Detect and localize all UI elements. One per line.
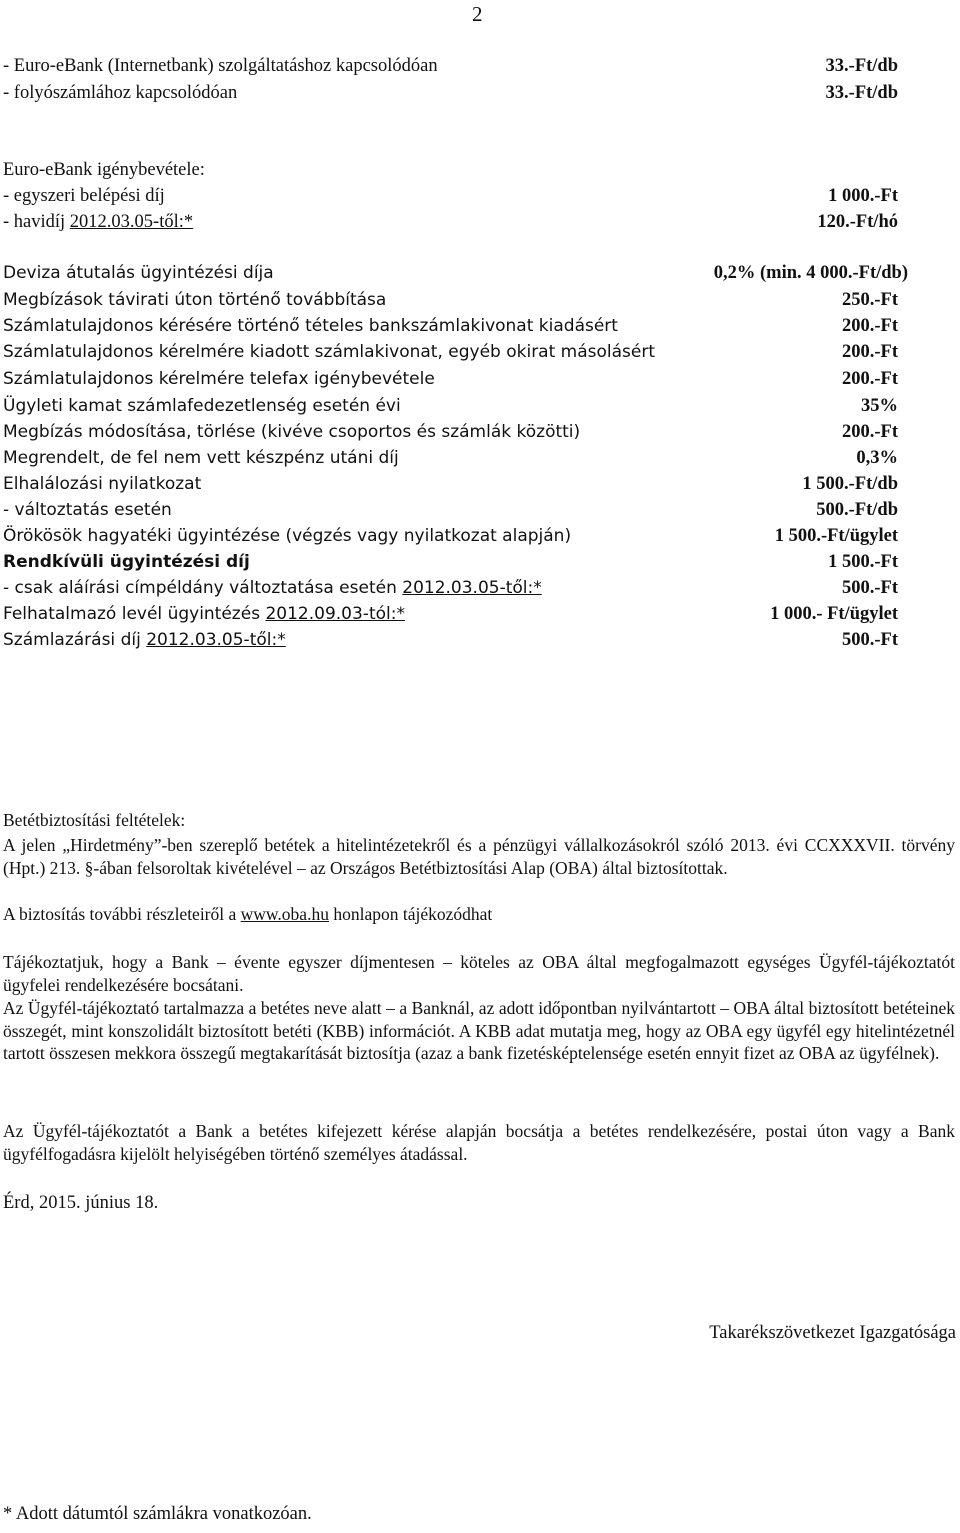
deposit-paragraph-1: A jelen „Hirdetmény”-ben szereplő betétek a hitelintézetekről és a pénzügyi vállalkozásokról szóló 2013. évi CCXXXVII. törvény (Hpt.) 213. §-ában felsoroltak kivételével – az Országos Betétbiztosítási Alap (OBA) által biztosítottak. bbox=[3, 835, 955, 878]
fee-label: Elhalálozási nyilatkozat bbox=[3, 474, 202, 494]
fee-label: Megbízás módosítása, törlése (kivéve csoportos és számlák közötti) bbox=[3, 422, 581, 442]
fee-value: 33.-Ft/db bbox=[825, 83, 898, 103]
fee-value: 200.-Ft bbox=[842, 342, 898, 362]
fee-label: Számlatulajdonos kérelmére telefax igénybevétele bbox=[3, 369, 435, 389]
fee-row-inheritance bbox=[3, 526, 898, 552]
fee-value: 0,2% (min. 4 000.-Ft/db) bbox=[713, 263, 908, 283]
fee-label: Megrendelt, de fel nem vett készpénz utáni díj bbox=[3, 448, 399, 468]
fee-label-prefix: Számlazárási díj bbox=[3, 630, 147, 650]
fee-label: - változtatás esetén bbox=[3, 500, 172, 520]
fee-row-itemized-statement bbox=[3, 316, 898, 342]
fee-value: 500.-Ft bbox=[842, 578, 898, 598]
page-number: 2 bbox=[472, 2, 483, 26]
fee-value: 1 000.- Ft/ügylet bbox=[770, 604, 898, 624]
fee-value: 1 000.-Ft bbox=[828, 186, 898, 206]
fee-label bbox=[3, 604, 405, 624]
deposit-info-suffix: honlapon tájékozódhat bbox=[328, 904, 493, 924]
deposit-paragraph-2: Tájékoztatjuk, hogy a Bank – évente egyszer díjmentesen – köteles az OBA által megfogalmazott egységes Ügyfél-tájékoztatót ügyfelei rendelkezésére bocsátani. bbox=[3, 952, 955, 995]
fee-row-signature-change bbox=[3, 578, 898, 604]
fee-label: - egyszeri belépési díj bbox=[3, 186, 165, 206]
fee-value: 1 500.-Ft bbox=[828, 552, 898, 572]
fee-value: 33.-Ft/db bbox=[825, 56, 898, 76]
fee-value: 0,3% bbox=[856, 448, 898, 468]
ebank-heading-text: Euro-eBank igénybevétele: bbox=[3, 160, 205, 180]
place-date: Érd, 2015. június 18. bbox=[3, 1193, 159, 1213]
deposit-heading: Betétbiztosítási feltételek: bbox=[3, 810, 186, 830]
fee-value: 200.-Ft bbox=[842, 369, 898, 389]
effective-date-link: 2012.03.05-től:* bbox=[402, 578, 542, 598]
fee-label bbox=[3, 212, 193, 233]
fee-value: 1 500.-Ft/ügylet bbox=[774, 526, 898, 546]
fee-row-account-related bbox=[3, 83, 898, 109]
fee-value: 500.-Ft/db bbox=[816, 500, 898, 520]
fee-label: Számlatulajdonos kérelmére kiadott számlakivonat, egyéb okirat másolásért bbox=[3, 342, 656, 362]
footnote: * Adott dátumtól számlákra vonatkozóan. bbox=[3, 1504, 312, 1524]
fee-label-prefix: - csak aláírási címpéldány változtatása esetén bbox=[3, 578, 403, 598]
fee-row-order-modification bbox=[3, 422, 898, 448]
fee-row-entry-fee bbox=[3, 186, 898, 212]
deposit-info-prefix: A biztosítás további részleteiről a bbox=[3, 904, 241, 924]
fee-label: Ügyleti kamat számlafedezetlenség esetén évi bbox=[3, 396, 401, 416]
fee-label: - folyószámlához kapcsolódóan bbox=[3, 83, 238, 103]
fee-row-change bbox=[3, 500, 898, 526]
fee-value: 200.-Ft bbox=[842, 316, 898, 336]
fee-label: Számlatulajdonos kérésére történő tételes bankszámlakivonat kiadásért bbox=[3, 316, 618, 336]
fee-value: 120.-Ft/hó bbox=[817, 212, 898, 232]
fee-value: 500.-Ft bbox=[842, 630, 898, 650]
fee-row-monthly-fee bbox=[3, 212, 898, 238]
fee-label bbox=[3, 630, 286, 650]
fee-row-death-declaration bbox=[3, 474, 898, 500]
fee-value: 200.-Ft bbox=[842, 422, 898, 442]
fee-row-extraordinary bbox=[3, 552, 898, 578]
fee-label: - Euro-eBank (Internetbank) szolgáltatáshoz kapcsolódóan bbox=[3, 56, 438, 76]
fee-label: Rendkívüli ügyintézési díj bbox=[3, 552, 250, 572]
fee-label: Deviza átutalás ügyintézési díja bbox=[3, 263, 274, 283]
fee-row-authorization-letter bbox=[3, 604, 898, 630]
effective-date-link: 2012.09.03-tól:* bbox=[265, 604, 405, 624]
fee-label: Megbízások távirati úton történő továbbítása bbox=[3, 290, 387, 310]
fee-value: 35% bbox=[861, 396, 898, 416]
oba-link[interactable]: www.oba.hu bbox=[240, 904, 329, 924]
fee-label bbox=[3, 578, 542, 598]
fee-row-ebank-related bbox=[3, 56, 898, 82]
fee-row-fx-transfer bbox=[3, 263, 908, 289]
fee-label: Örökösök hagyatéki ügyintézése (végzés vagy nyilatkozat alapján) bbox=[3, 526, 572, 546]
fee-label-prefix: - havidíj bbox=[3, 212, 70, 232]
fee-value: 1 500.-Ft/db bbox=[802, 474, 898, 494]
effective-date-link: 2012.03.05-től:* bbox=[146, 630, 286, 650]
effective-date-link: 2012.03.05-től:* bbox=[69, 212, 194, 232]
signature: Takarékszövetkezet Igazgatósága bbox=[709, 1323, 956, 1343]
fee-row-telefax bbox=[3, 369, 898, 395]
ebank-heading bbox=[3, 160, 898, 186]
deposit-paragraph-4: Az Ügyfél-tájékoztatót a Bank a betétes kifejezett kérése alapján bocsátja a betétes rendelkezésére, postai úton vagy a Bank ügyfélfogadásra kijelölt helyiségében történő személyes átadással. bbox=[3, 1121, 955, 1164]
fee-row-uncollected-cash bbox=[3, 448, 898, 474]
fee-row-account-closing bbox=[3, 630, 898, 656]
fee-row-telegraph bbox=[3, 290, 898, 316]
fee-label-prefix: Felhatalmazó levél ügyintézés bbox=[3, 604, 266, 624]
deposit-paragraph-3: Az Ügyfél-tájékoztató tartalmazza a betétes neve alatt – a Banknál, az adott időpontban nyilvántartott – OBA által biztosított betéteinek összegét, mint konszolidált biztosított betéti (KBB) információt. A KBB adat mutatja meg, hogy az OBA egy ügyfél egy hitelintézetnél tartott összesen mekkora összegű megtakarítását biztosítja (azaz a bank fizetésképtelensége esetén ennyit fizet az OBA az ügyfélnek). bbox=[3, 998, 955, 1064]
fee-value: 250.-Ft bbox=[842, 290, 898, 310]
deposit-info-line bbox=[3, 904, 492, 925]
fee-row-overdraft-interest bbox=[3, 396, 898, 422]
fee-row-document-copy bbox=[3, 342, 898, 368]
